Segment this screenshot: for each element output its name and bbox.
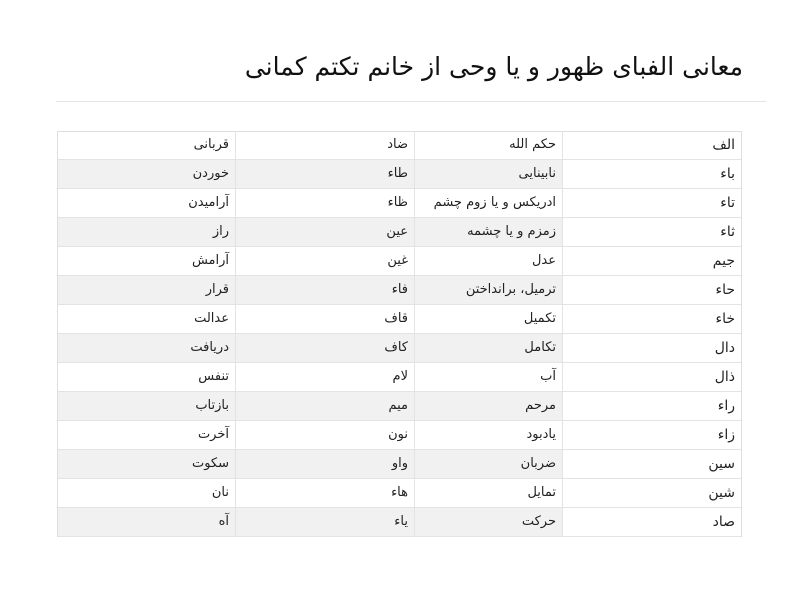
table-row	[57, 160, 742, 189]
cell-letter-name: سین	[563, 450, 742, 479]
table-row	[57, 334, 742, 363]
table-row	[57, 508, 742, 537]
cell-letter-meaning-2: نان	[57, 479, 236, 508]
cell-letter-meaning-2: دریافت	[57, 334, 236, 363]
cell-letter-name: صاد	[563, 508, 742, 537]
cell-letter-name-2: ظاء	[236, 189, 415, 218]
cell-letter-meaning-2: آخرت	[57, 421, 236, 450]
cell-letter-name: باء	[563, 160, 742, 189]
cell-letter-meaning: مرحم	[415, 392, 563, 421]
cell-letter-name-2: طاء	[236, 160, 415, 189]
cell-letter-meaning-2: قربانی	[57, 131, 236, 160]
table-row	[57, 450, 742, 479]
table-row	[57, 218, 742, 247]
cell-letter-meaning: تمایل	[415, 479, 563, 508]
cell-letter-name-2: غین	[236, 247, 415, 276]
table-row	[57, 131, 742, 160]
table-row	[57, 247, 742, 276]
cell-letter-meaning: تکامل	[415, 334, 563, 363]
cell-letter-meaning-2: سکوت	[57, 450, 236, 479]
cell-letter-meaning: ضربان	[415, 450, 563, 479]
cell-letter-name: جیم	[563, 247, 742, 276]
cell-letter-meaning: نابینایی	[415, 160, 563, 189]
cell-letter-name: ذال	[563, 363, 742, 392]
cell-letter-name-2: نون	[236, 421, 415, 450]
cell-letter-meaning: حرکت	[415, 508, 563, 537]
table-row	[57, 305, 742, 334]
title-divider	[56, 101, 766, 102]
cell-letter-name-2: یاء	[236, 508, 415, 537]
column-divider	[562, 131, 563, 537]
cell-letter-meaning-2: راز	[57, 218, 236, 247]
cell-letter-name-2: هاء	[236, 479, 415, 508]
cell-letter-meaning-2: قرار	[57, 276, 236, 305]
cell-letter-name: زاء	[563, 421, 742, 450]
cell-letter-name-2: واو	[236, 450, 415, 479]
column-divider	[235, 131, 236, 537]
cell-letter-name: شین	[563, 479, 742, 508]
cell-letter-name: تاء	[563, 189, 742, 218]
cell-letter-meaning: یادبود	[415, 421, 563, 450]
cell-letter-name-2: فاء	[236, 276, 415, 305]
cell-letter-name-2: لام	[236, 363, 415, 392]
cell-letter-meaning-2: تنفس	[57, 363, 236, 392]
cell-letter-meaning-2: خوردن	[57, 160, 236, 189]
cell-letter-meaning-2: آرامش	[57, 247, 236, 276]
cell-letter-name-2: کاف	[236, 334, 415, 363]
cell-letter-name-2: قاف	[236, 305, 415, 334]
table-row	[57, 363, 742, 392]
table-row	[57, 189, 742, 218]
column-divider	[414, 131, 415, 537]
cell-letter-name: دال	[563, 334, 742, 363]
cell-letter-meaning: حکم الله	[415, 131, 563, 160]
cell-letter-meaning-2: آه	[57, 508, 236, 537]
table-row	[57, 276, 742, 305]
cell-letter-meaning-2: بازتاب	[57, 392, 236, 421]
alphabet-meanings-table	[57, 131, 742, 537]
cell-letter-meaning: ترمیل، برانداختن	[415, 276, 563, 305]
cell-letter-name: حاء	[563, 276, 742, 305]
cell-letter-meaning: تکمیل	[415, 305, 563, 334]
cell-letter-name: ثاء	[563, 218, 742, 247]
cell-letter-meaning: آب	[415, 363, 563, 392]
table-row	[57, 392, 742, 421]
cell-letter-meaning: عدل	[415, 247, 563, 276]
cell-letter-name: الف	[563, 131, 742, 160]
cell-letter-meaning: ادریکس و یا زوم چشم	[415, 189, 563, 218]
cell-letter-name: راء	[563, 392, 742, 421]
page-title: معانی الفبای ظهور و یا وحی از خانم تکتم کمانی	[244, 52, 743, 81]
cell-letter-name-2: عین	[236, 218, 415, 247]
cell-letter-meaning-2: عدالت	[57, 305, 236, 334]
cell-letter-name-2: ضاد	[236, 131, 415, 160]
table-row	[57, 421, 742, 450]
cell-letter-name: خاء	[563, 305, 742, 334]
cell-letter-meaning-2: آرامیدن	[57, 189, 236, 218]
table-row	[57, 479, 742, 508]
cell-letter-name-2: میم	[236, 392, 415, 421]
cell-letter-meaning: زمزم و یا چشمه	[415, 218, 563, 247]
